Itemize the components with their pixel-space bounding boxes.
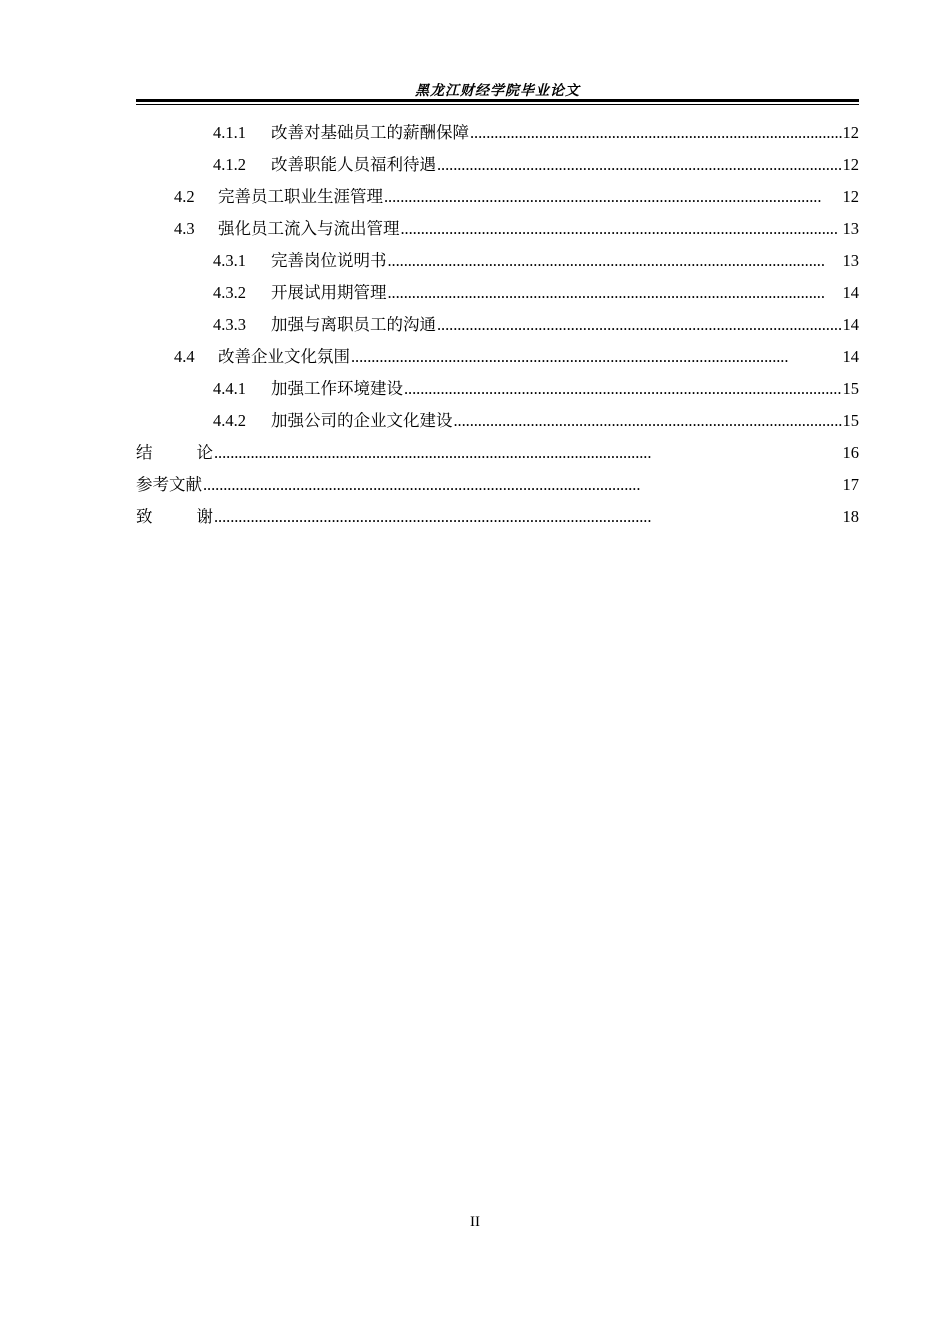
toc-entry-acknowledgements[interactable] [136, 501, 859, 533]
dot-leader [401, 216, 842, 242]
toc-entry-title: 加强与离职员工的沟通 [271, 315, 436, 334]
toc-entry-page: 12 [842, 155, 859, 174]
toc-entry-page: 16 [842, 443, 859, 462]
toc-entry-number: 4.4.1 [213, 379, 246, 398]
dot-leader [454, 408, 842, 434]
dot-leader [203, 472, 842, 498]
dot-leader [470, 120, 842, 146]
toc-entry[interactable] [136, 277, 859, 309]
toc-entry[interactable] [136, 245, 859, 277]
dot-leader [437, 312, 842, 338]
toc-entry-page: 13 [842, 251, 859, 270]
toc-entry-number: 4.3.3 [213, 315, 246, 334]
toc-entry-page: 15 [842, 411, 859, 430]
dot-leader [437, 152, 842, 178]
toc-entry-page: 12 [842, 123, 859, 142]
toc-entry[interactable] [136, 149, 859, 181]
dot-leader [388, 280, 842, 306]
toc-entry-title: 参考文献 [136, 475, 202, 494]
toc-entry-title [136, 504, 213, 530]
title-char: 论 [196, 443, 213, 462]
toc-entry-title: 改善对基础员工的薪酬保障 [271, 123, 469, 142]
header-rule-thin [136, 104, 859, 105]
toc-entry-page: 13 [842, 219, 859, 238]
toc-entry-title: 加强公司的企业文化建设 [271, 411, 453, 430]
toc-entry-page: 17 [842, 475, 859, 494]
dot-leader [214, 440, 842, 466]
toc-entry[interactable] [136, 117, 859, 149]
toc-entry-title: 完善岗位说明书 [271, 251, 387, 270]
toc-entry[interactable] [136, 181, 859, 213]
toc-entry-number: 4.2 [174, 187, 195, 206]
title-char: 结 [136, 443, 153, 462]
toc-entry-title: 完善员工职业生涯管理 [218, 187, 383, 206]
dot-leader [384, 184, 842, 210]
toc-entry-number: 4.4.2 [213, 411, 246, 430]
toc-entry-number: 4.1.2 [213, 155, 246, 174]
toc-entry-number: 4.4 [174, 347, 195, 366]
toc-entry-title: 开展试用期管理 [271, 283, 387, 302]
dot-leader [404, 376, 842, 402]
toc-entry-title: 强化员工流入与流出管理 [218, 219, 400, 238]
toc-entry[interactable] [136, 405, 859, 437]
toc-entry-title: 改善职能人员福利待遇 [271, 155, 436, 174]
toc-entry-page: 12 [842, 187, 859, 206]
toc-entry-page: 18 [842, 507, 859, 526]
dot-leader [351, 344, 842, 370]
toc-entry[interactable] [136, 213, 859, 245]
toc-entry-conclusion[interactable] [136, 437, 859, 469]
dot-leader [388, 248, 842, 274]
title-char: 致 [136, 507, 153, 526]
table-of-contents [136, 117, 859, 533]
toc-entry-page: 14 [842, 315, 859, 334]
header-rule-thick [136, 99, 859, 102]
toc-entry-number: 4.3.2 [213, 283, 246, 302]
toc-entry-title: 加强工作环境建设 [271, 379, 403, 398]
footer-page-number: II [470, 1214, 480, 1230]
toc-entry-number: 4.1.1 [213, 123, 246, 142]
running-header-title: 黑龙江财经学院毕业论文 [415, 83, 580, 99]
toc-entry-title: 改善企业文化氛围 [218, 347, 350, 366]
toc-entry[interactable] [136, 373, 859, 405]
toc-entry-number: 4.3.1 [213, 251, 246, 270]
toc-entry-number: 4.3 [174, 219, 195, 238]
toc-entry-page: 15 [842, 379, 859, 398]
toc-entry-page: 14 [842, 347, 859, 366]
toc-entry-page: 14 [842, 283, 859, 302]
title-char: 谢 [196, 507, 213, 526]
dot-leader [214, 504, 842, 530]
toc-entry[interactable] [136, 309, 859, 341]
toc-entry-title [136, 440, 213, 466]
toc-entry-references[interactable] [136, 469, 859, 501]
toc-entry[interactable] [136, 341, 859, 373]
